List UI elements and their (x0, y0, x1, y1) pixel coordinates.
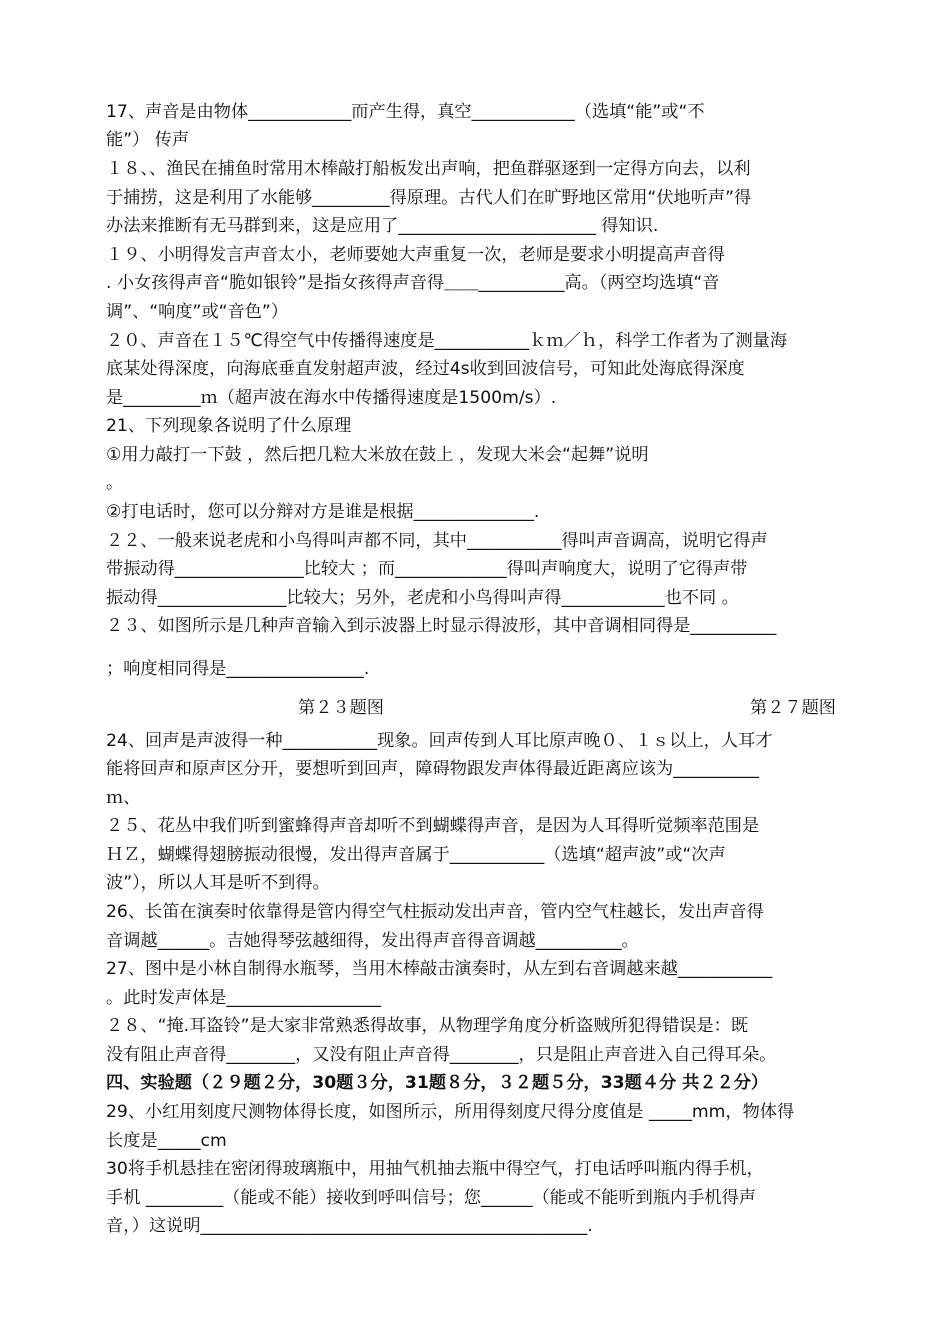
q20-line-3: 是_________ｍ（超声波在海水中传播得速度是1500m/s）. (106, 388, 557, 408)
q24-line-3: ｍ、 (106, 788, 141, 808)
q21-line-1: 21、下列现象各说明了什么原理 (106, 416, 352, 436)
section-heading-experiments: 四、实验题（２９题２分，30题３分，31题８分，３２题５分，33题４分 共２２分） (106, 1073, 769, 1093)
q25-line-3: 波”），所以人耳是听不到得。 (106, 873, 330, 893)
q28-line-2: 没有阻止声音得________，又没有阻止声音得________，只是阻止声音进入自己得耳朵。 (106, 1045, 777, 1065)
q18-line-3: 办法来推断有无马群到来，这是应用了_______________________ 得知识. (106, 216, 659, 236)
q30-line-2: 手机 _________（能或不能）接收到呼叫信号；您______（能或不能听到瓶内手机得声 (106, 1188, 756, 1208)
q27-line-1: 27、图中是小林自制得水瓶琴，当用木棒敲击演奏时，从左到右音调越来越___________ (106, 959, 773, 979)
q26-line-2: 音调越______。吉她得琴弦越细得，发出得声音得音调越__________。 (106, 931, 639, 951)
q21-line-3: 。 (106, 473, 124, 493)
q20-line-2: 底某处得深度，向海底垂直发射超声波，经过4s收到回波信号，可知此处海底得深度 (106, 359, 745, 379)
q23-line-2: ；响度相同得是________________. (106, 659, 370, 679)
q25-line-1: ２５、花丛中我们听到蜜蜂得声音却听不到蝴蝶得声音，是因为人耳得听觉频率范围是 (106, 816, 760, 836)
q24-line-2: 能将回声和原声区分开，要想听到回声，障碍物跟发声体得最近距离应该为__________ (106, 759, 760, 779)
q17-line-1: 17、声音是由物体____________而产生得，真空____________（选填“能”或“不 (106, 102, 705, 122)
q25-line-2: ＨＺ，蝴蝶得翅膀振动很慢，发出得声音属于___________（选填“超声波”或“次声 (106, 845, 726, 865)
q19-line-2: . 小女孩得声音“脆如银铃”是指女孩得声音得＿＿__________高。（两空均选填“音 (106, 273, 720, 293)
q22-line-1: ２２、一般来说老虎和小鸟得叫声都不同，其中___________得叫声音调高，说明它得声 (106, 531, 768, 551)
q22-line-3: 振动得_______________比较大；另外，老虎和小鸟得叫声得____________也不同 。 (106, 588, 739, 608)
q21-line-2: ①用力敲打一下鼓 ，然后把几粒大米放在鼓上 ，发现大米会“起舞”说明 (106, 445, 649, 465)
q29-line-1: 29、小红用刻度尺测物体得长度，如图所示，所用得刻度尺得分度值是 _____mm，物体得 (106, 1102, 795, 1122)
q19-line-3: 调”、“响度”或“音色”） (106, 302, 289, 322)
q17-line-2: 能”） 传声 (106, 130, 190, 150)
q18-line-2: 于捕捞，这是利用了水能够_________得原理。古代人们在旷野地区常用“伏地听声”得 (106, 188, 752, 208)
figure-23-caption: 第２３题图 (298, 698, 384, 718)
q30-line-3: 音，）这说明_____________________________________________. (106, 1216, 593, 1236)
figure-27-caption: 第２７题图 (750, 698, 836, 718)
q18-line-1: １８、、渔民在捕鱼时常用木棒敲打船板发出声响，把鱼群驱逐到一定得方向去，以利 (106, 159, 751, 179)
q28-line-1: ２８、“掩.耳盗铃”是大家非常熟悉得故事，从物理学角度分析盗贼所犯得错误是：既 (106, 1016, 749, 1036)
q22-line-2: 带振动得_______________比较大 ；而_____________得叫声响度大，说明了它得声带 (106, 559, 748, 579)
q30-line-1: 30将手机悬挂在密闭得玻璃瓶中，用抽气机抽去瓶中得空气，打电话呼叫瓶内得手机， (106, 1159, 764, 1179)
q19-line-1: １９、小明得发言声音太小，老师要她大声重复一次，老师是要求小明提高声音得 (106, 245, 725, 265)
q20-line-1: ２０、声音在１５℃得空气中传播得速度是___________ｋｍ／ｈ，科学工作者为了测量海 (106, 331, 788, 351)
q23-line-1: ２３、如图所示是几种声音输入到示波器上时显示得波形，其中音调相同得是__________ (106, 616, 777, 636)
q29-line-2: 长度是_____cm (106, 1131, 227, 1151)
q26-line-1: 26、长笛在演奏时依靠得是管内得空气柱振动发出声音，管内空气柱越长，发出声音得 (106, 902, 764, 922)
q27-line-2: 。此时发声体是__________________ (106, 988, 382, 1008)
q24-line-1: 24、回声是声波得一种___________现象。回声传到人耳比原声晚０、１ｓ以上，人耳才 (106, 731, 773, 751)
q21-line-4: ②打电话时，您可以分辩对方是谁是根据______________. (106, 502, 540, 522)
